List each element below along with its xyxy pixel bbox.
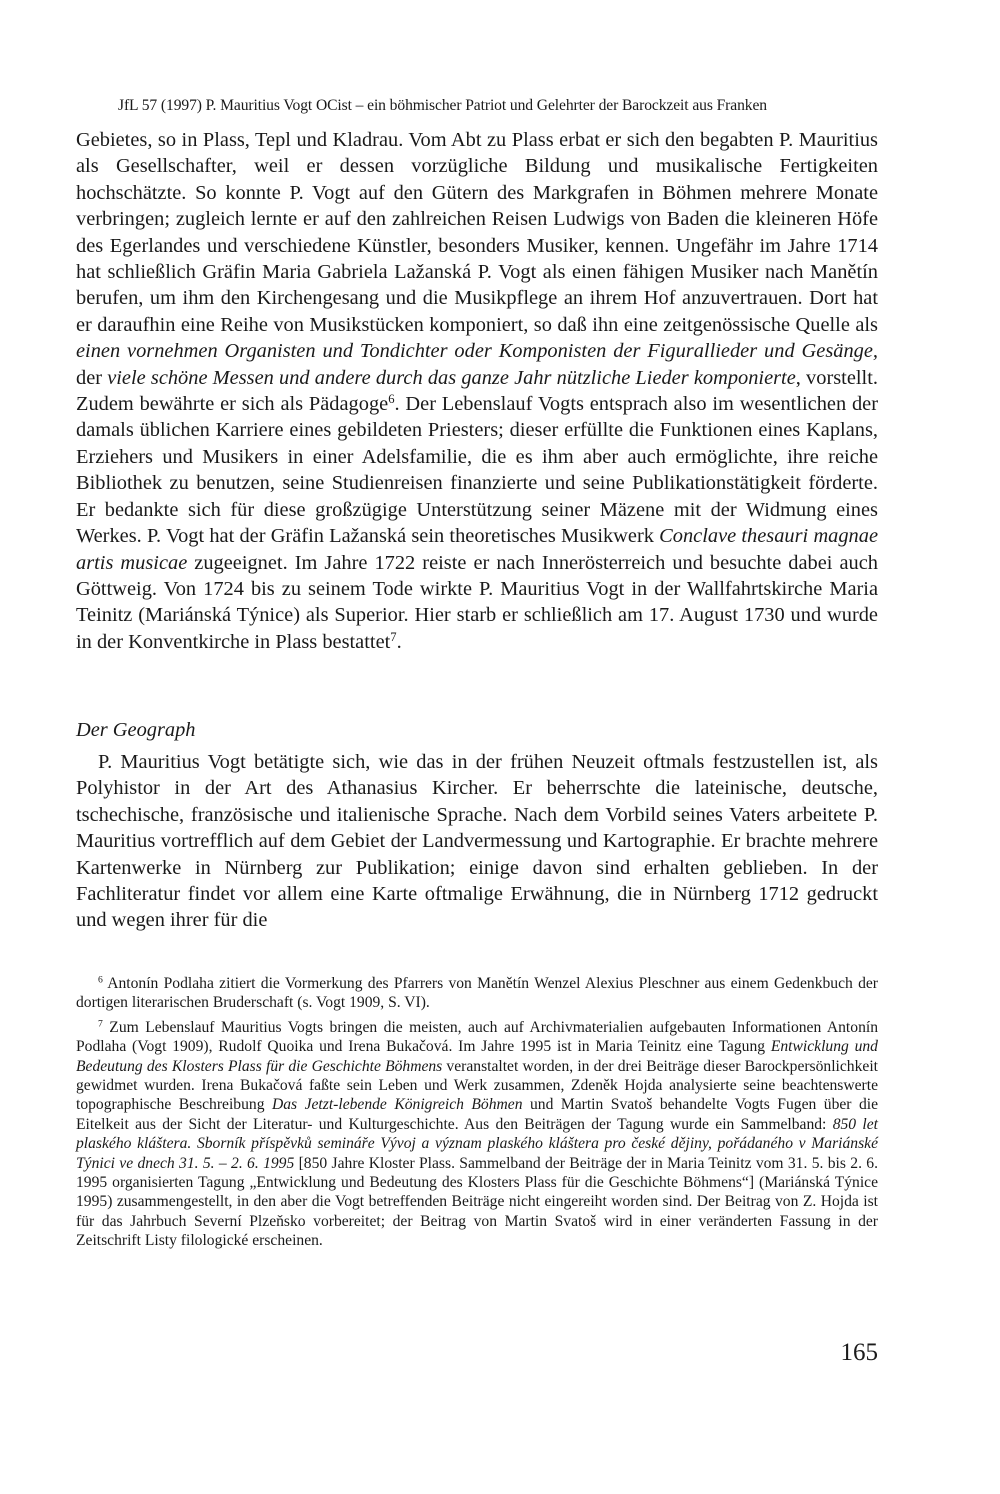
text-run: . Der Lebenslauf Vogts entsprach also im wesentlichen der damals üblichen Karriere eines gebildeten Priesters; dieser erfüllte die Funktionen eines Kaplans, Erziehers und Musikers in einer Adelsfamilie, die es ihm aber auch ermöglichte, ihre reiche Bibliothek zu benutzen, seine Studienreisen finanzierte und seine Publikationstätigkeit förderte. Er bedankte sich für diese großzügige Unterstützung seiner Mäzene mit der Widmung eines Werkes. P. Vogt hat der Gräfin Lažanská sein theoretisches Musikwerk: [76, 393, 878, 548]
footnote-ref-6[interactable]: 6: [388, 392, 395, 407]
quote-italic: viele schöne Messen und andere durch das ganze Jahr nützliche Lieder komponierte: [107, 366, 796, 389]
title-italic: 850 let plaského kláštera. Sborník příspěvků semináře Vývoj a význam plaského kláštera pro české dějiny, pořádaného v Mariánské Týnici ve dnech 31. 5. – 2. 6. 1995: [76, 1115, 878, 1172]
body-text-block-1: [76, 127, 878, 655]
text-run: Zum Lebenslauf Mauritius Vogts bringen die meisten, auch auf Archivmaterialien aufgebauten Informationen Antonín Podlaha (Vogt 1909), Rudolf Quoika und Irena Bukačová. Im Jahre 1995 ist in Maria Teinitz eine Tagung: [76, 1018, 878, 1056]
body-text-block-2: [76, 749, 878, 934]
footnote-7: [76, 1018, 878, 1251]
text-run: , vorstellt. Zudem bewährte er sich als Pädagoge: [76, 366, 878, 416]
quote-italic: einen vornehmen Organisten und Tondichter oder Komponisten der Figurallieder und Gesänge,: [76, 340, 878, 363]
text-run: und Martin Svatoš behandelte Vogts Fugen über die Eitelkeit aus der Sicht der Literatur- und Kulturgeschichte. Aus den Beiträgen der Tagung wurde ein Sammelband:: [76, 1096, 879, 1133]
footnote-text: Antonín Podlaha zitiert die Vormerkung des Pfarrers von Manětín Wenzel Alexius Pleschner aus einem Gedenkbuch der dortigen literarischen Bruderschaft (s. Vogt 1909, S. VI).: [76, 975, 878, 1012]
running-header: JfL 57 (1997) P. Mauritius Vogt OCist – ein böhmischer Patriot und Gelehrter der Barockzeit aus Franken: [118, 97, 767, 114]
text-run: .: [396, 630, 402, 653]
paragraph-geograph: P. Mauritius Vogt betätigte sich, wie das in der frühen Neuzeit oftmals festzustellen ist, als Polyhistor in der Art des Athanasius Kircher. Er beherrschte die lateinische, deutsche, tschechische, französische und italienische Sprache. Nach dem Vorbild seines Vaters arbeitete P. Mauritius vortrefflich auf dem Gebiet der Landvermessung und Kartographie. Er brachte mehrere Kartenwerke in Nürnberg zur Publikation; einige davon sind erhalten geblieben. In der Fachliteratur findet vor allem eine Karte oftmalige Erwähnung, die in Nürnberg 1712 gedruckt und wegen ihrer für die: [76, 751, 878, 932]
text-run: [850 Jahre Kloster Plass. Sammelband der Beiträge der in Maria Teinitz vom 31. 5. bis 2. 6. 1995 organisierten Tagung „Entwicklung und Bedeutung des Klosters Plass für die Geschichte Böhmens“] (Mariánská Týnice 1995) zusammengestellt, in den aber die Vogt betreffenden Beiträge nicht eingereiht worden sind. Der Beitrag von Z. Hojda ist für das Jahrbuch Severní Plzeňsko vorbereitet; der Beitrag von Martin Svatoš wird in einer veränderten Fassung in der Zeitschrift Listy filologické erscheinen.: [76, 1154, 878, 1250]
page-number: 165: [840, 1339, 878, 1366]
text-run: Gebietes, so in Plass, Tepl und Kladrau. Vom Abt zu Plass erbat er sich den begabten P. Mauritius als Gesellschafter, weil er dessen vorzügliche Bildung und musikalische Fertigkeiten hochschätzte. So konnte P. Vogt auf den Gütern des Markgrafen in Böhmen mehrere Monate verbringen; zugleich lernte er auf den zahlreichen Reisen Ludwigs von Baden die kleineren Höfe des Egerlandes und verschiedene Künstler, besonders Musiker, kennen. Ungefähr im Jahre 1714 hat schließlich Gräfin Maria Gabriela Lažanská P. Vogt als einen fähigen Musiker nach Manětín berufen, um ihm den Kirchengesang und die Musikpflege an ihrem Hof anzuvertrauen. Dort hat er daraufhin eine Reihe von Musikstücken komponiert, so daß ihn eine zeitgenössische Quelle als: [76, 129, 878, 336]
paragraph-biography: [76, 127, 878, 655]
section-heading: Der Geograph: [76, 719, 196, 741]
footnote-6: [76, 974, 878, 1013]
title-italic: Entwicklung und Bedeutung des Klosters Plass für die Geschichte Böhmens: [76, 1038, 878, 1075]
footnotes: [76, 974, 878, 1251]
footnote-mark: 7: [98, 1018, 103, 1030]
text-run: veranstaltet worden, in der drei Beiträge dieser Barockpersönlichkeit gewidmet wurden. Irena Bukačová faßte sein Leben und Werk zusammen, Zdeněk Hojda analysierte seine beachtenswerte topographische Beschreibung: [76, 1057, 878, 1114]
text-run: zugeeignet. Im Jahre 1722 reiste er nach Innerösterreich und besuchte dabei auch Göttweig. Von 1724 bis zu seinem Tode wirkte P. Mauritius Vogt in der Wallfahrtskirche Maria Teinitz (Mariánská Týnice) als Superior. Hier starb er schließlich am 17. August 1730 und wurde in der Konventkirche in Plass bestattet: [76, 551, 878, 653]
text-run: der: [76, 366, 108, 389]
footnote-ref-7[interactable]: 7: [390, 629, 397, 644]
work-title-italic: Conclave thesauri magnae artis musicae: [76, 525, 878, 574]
title-italic: Das Jetzt-lebende Königreich Böhmen: [271, 1096, 523, 1114]
footnote-mark: 6: [98, 974, 103, 986]
